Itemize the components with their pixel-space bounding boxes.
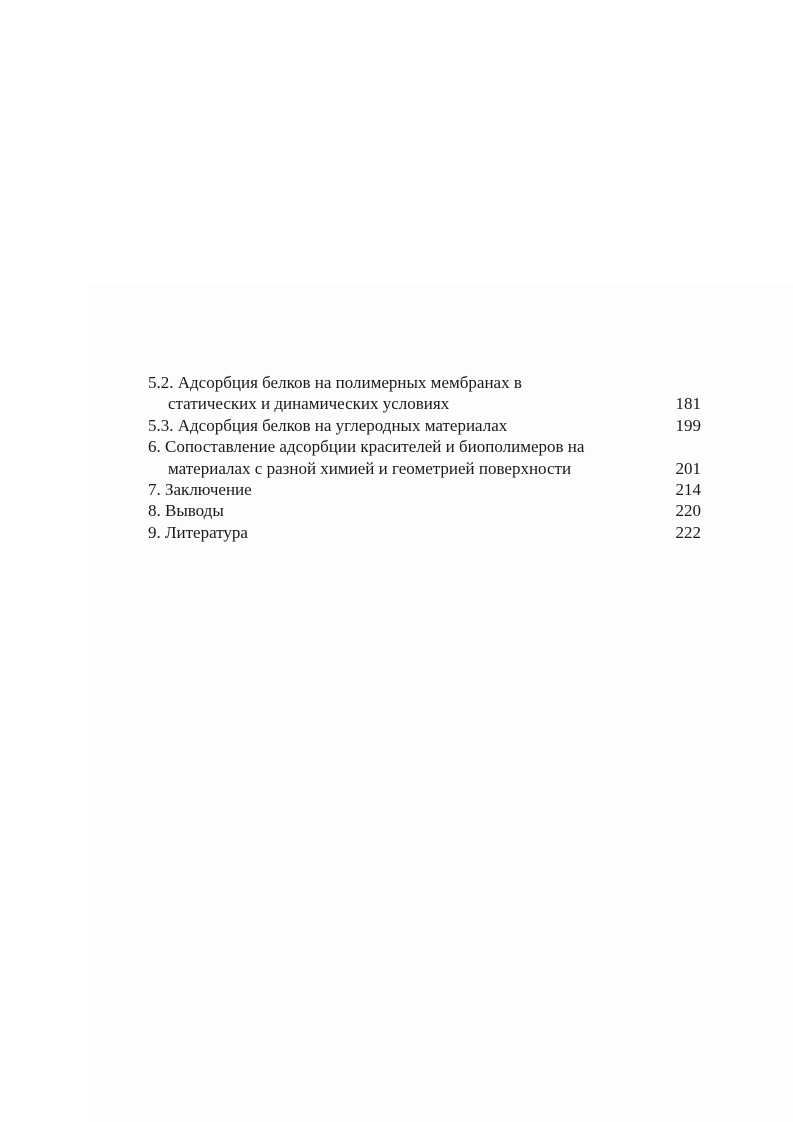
toc-line <box>148 479 704 500</box>
toc-entry-5-2 <box>148 372 704 415</box>
toc-entry-7 <box>148 479 704 500</box>
toc-entry-title: 9. Литература <box>148 522 248 542</box>
toc-entry-6 <box>148 436 704 479</box>
toc-entry-title: 5.3. Адсорбция белков на углеродных материалах <box>148 415 508 435</box>
toc-entry-8 <box>148 500 704 521</box>
toc-line <box>148 522 704 543</box>
toc-entry-title: 7. Заключение <box>148 479 252 499</box>
toc-page-number: 222 <box>675 522 701 542</box>
toc-line <box>148 458 704 479</box>
toc-line <box>148 500 704 521</box>
toc-entry-title: 8. Выводы <box>148 501 224 521</box>
toc-entry-title-continued: статических и динамических условиях <box>168 394 450 414</box>
toc-entry-title: 5.2. Адсорбция белков на полимерных мембранах в <box>148 373 522 392</box>
toc-line <box>148 436 704 457</box>
toc-line <box>148 415 704 436</box>
toc-line <box>148 372 704 393</box>
toc-entry-9 <box>148 522 704 543</box>
toc-entry-5-3 <box>148 415 704 436</box>
toc-page-number: 199 <box>675 415 701 435</box>
toc-page-number: 214 <box>675 479 701 499</box>
table-of-contents <box>148 372 704 543</box>
toc-page-number: 181 <box>675 394 701 414</box>
toc-entry-title: 6. Сопоставление адсорбции красителей и биополимеров на <box>148 437 585 457</box>
toc-page-number: 201 <box>675 458 701 478</box>
toc-line <box>148 393 704 414</box>
toc-entry-title-continued: материалах с разной химией и геометрией поверхности <box>168 458 572 478</box>
toc-page-number: 220 <box>675 501 701 521</box>
